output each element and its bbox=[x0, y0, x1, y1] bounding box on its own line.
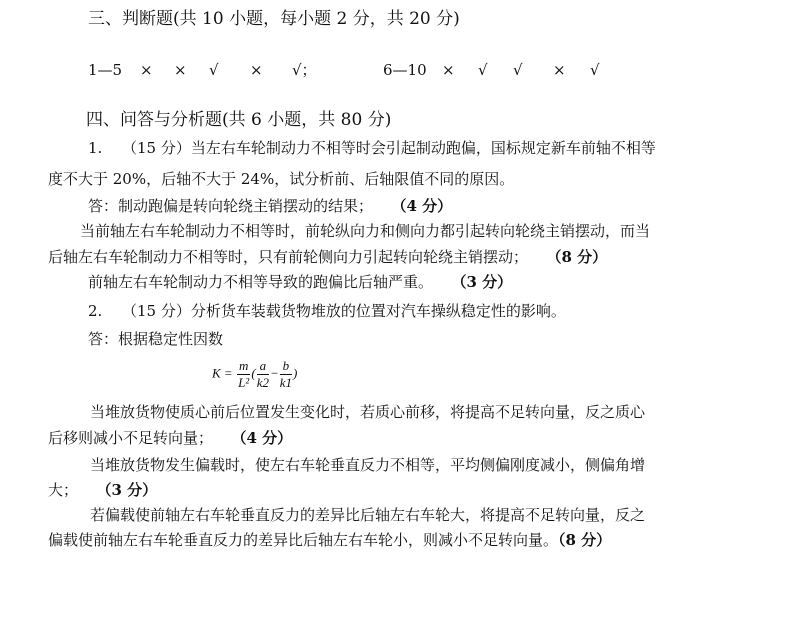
answer-text: 后轴左右车轮制动力不相等时，只有前轮侧向力引起转向轮绕主销摆动； bbox=[48, 248, 529, 266]
answer-3: √ bbox=[209, 61, 219, 79]
q2-para1-line1: 当堆放货物使质心前后位置发生变化时，若质心前移，将提高不足转向量，反之质心 bbox=[90, 403, 646, 421]
answer-6: × bbox=[442, 61, 455, 79]
score: （3 分） bbox=[459, 273, 513, 291]
answer-9: × bbox=[553, 61, 566, 79]
formula-a: a bbox=[257, 358, 269, 375]
answer-text: 大； bbox=[48, 481, 79, 499]
answer-text: 前轴左右车轮制动力不相等导致的跑偏比后轴严重。 bbox=[88, 273, 434, 291]
formula-k2: k2 bbox=[256, 375, 269, 390]
q2-line: （15 分）分析货车装载货物堆放的位置对汽车操纵稳定性的影响。 bbox=[122, 302, 566, 320]
answer-text: 偏载使前轴左右车轮垂直反力的差异比后轴左右车轮小，则减小不足转向量。 bbox=[48, 531, 559, 549]
formula-b: b bbox=[280, 358, 292, 375]
q2-para2-line1: 当堆放货物发生偏载时，使左右车轮垂直反力不相等，平均侧偏刚度减小，侧偏角增 bbox=[90, 456, 646, 474]
q2-number: 2. bbox=[88, 302, 103, 320]
q2-para3-line2 bbox=[48, 530, 611, 550]
score: （4 分） bbox=[399, 197, 453, 215]
score: （8 分） bbox=[558, 531, 612, 549]
q2-para2-line2 bbox=[48, 480, 157, 500]
stability-factor-formula: K = $\frac{m}{\text{L²}}$ ( $\frac{a}{k2}$ − $\frac{b}{k1}$ ) bbox=[212, 358, 298, 390]
score: （4 分） bbox=[239, 429, 293, 447]
answer-10: √ bbox=[590, 61, 600, 79]
q1-answer-2: 当前轴左右车轮制动力不相等时，前轮纵向力和侧向力都引起转向轮绕主销摆动，而当 bbox=[80, 222, 651, 240]
q1-line-1: （15 分）当左右车轮制动力不相等时会引起制动跑偏，国标规定新车前轴不相等 bbox=[122, 139, 656, 157]
answer-2: × bbox=[174, 61, 187, 79]
answer-1: × bbox=[140, 61, 153, 79]
formula-lhs: K = bbox=[212, 365, 233, 381]
answer-8: √ bbox=[513, 61, 523, 79]
answer-5: √； bbox=[292, 61, 317, 79]
range-1-5: 1—5 bbox=[88, 61, 123, 79]
range-6-10: 6—10 bbox=[383, 61, 427, 79]
q1-answer-3 bbox=[48, 247, 607, 267]
section4-heading: 四、问答与分析题(共 6 小题，共 80 分) bbox=[86, 110, 392, 130]
answer-text: 答：制动跑偏是转向轮绕主销摆动的结果； bbox=[88, 197, 374, 215]
answer-7: √ bbox=[478, 61, 488, 79]
section3-heading: 三、判断题(共 10 小题，每小题 2 分，共 20 分) bbox=[88, 9, 460, 29]
score: （3 分） bbox=[104, 481, 158, 499]
answer-text: 后移则减小不足转向量； bbox=[48, 429, 214, 447]
formula-k1: k1 bbox=[279, 375, 293, 390]
q1-number: 1. bbox=[88, 139, 103, 157]
q1-answer-1 bbox=[88, 196, 452, 216]
q2-answer-intro: 答：根据稳定性因数 bbox=[88, 330, 224, 348]
answer-4: × bbox=[250, 61, 263, 79]
score: （8 分） bbox=[554, 248, 608, 266]
q1-answer-4 bbox=[88, 272, 512, 292]
formula-m: m bbox=[238, 358, 249, 373]
q2-para1-line2 bbox=[48, 428, 292, 448]
q1-line-2: 度不大于 20%，后轴不大于 24%，试分析前、后轴限值不同的原因。 bbox=[48, 170, 515, 188]
formula-L2: L² bbox=[238, 375, 250, 390]
q2-para3-line1: 若偏载使前轴左右车轮垂直反力的差异比后轴左右车轮大，将提高不足转向量，反之 bbox=[90, 506, 646, 524]
